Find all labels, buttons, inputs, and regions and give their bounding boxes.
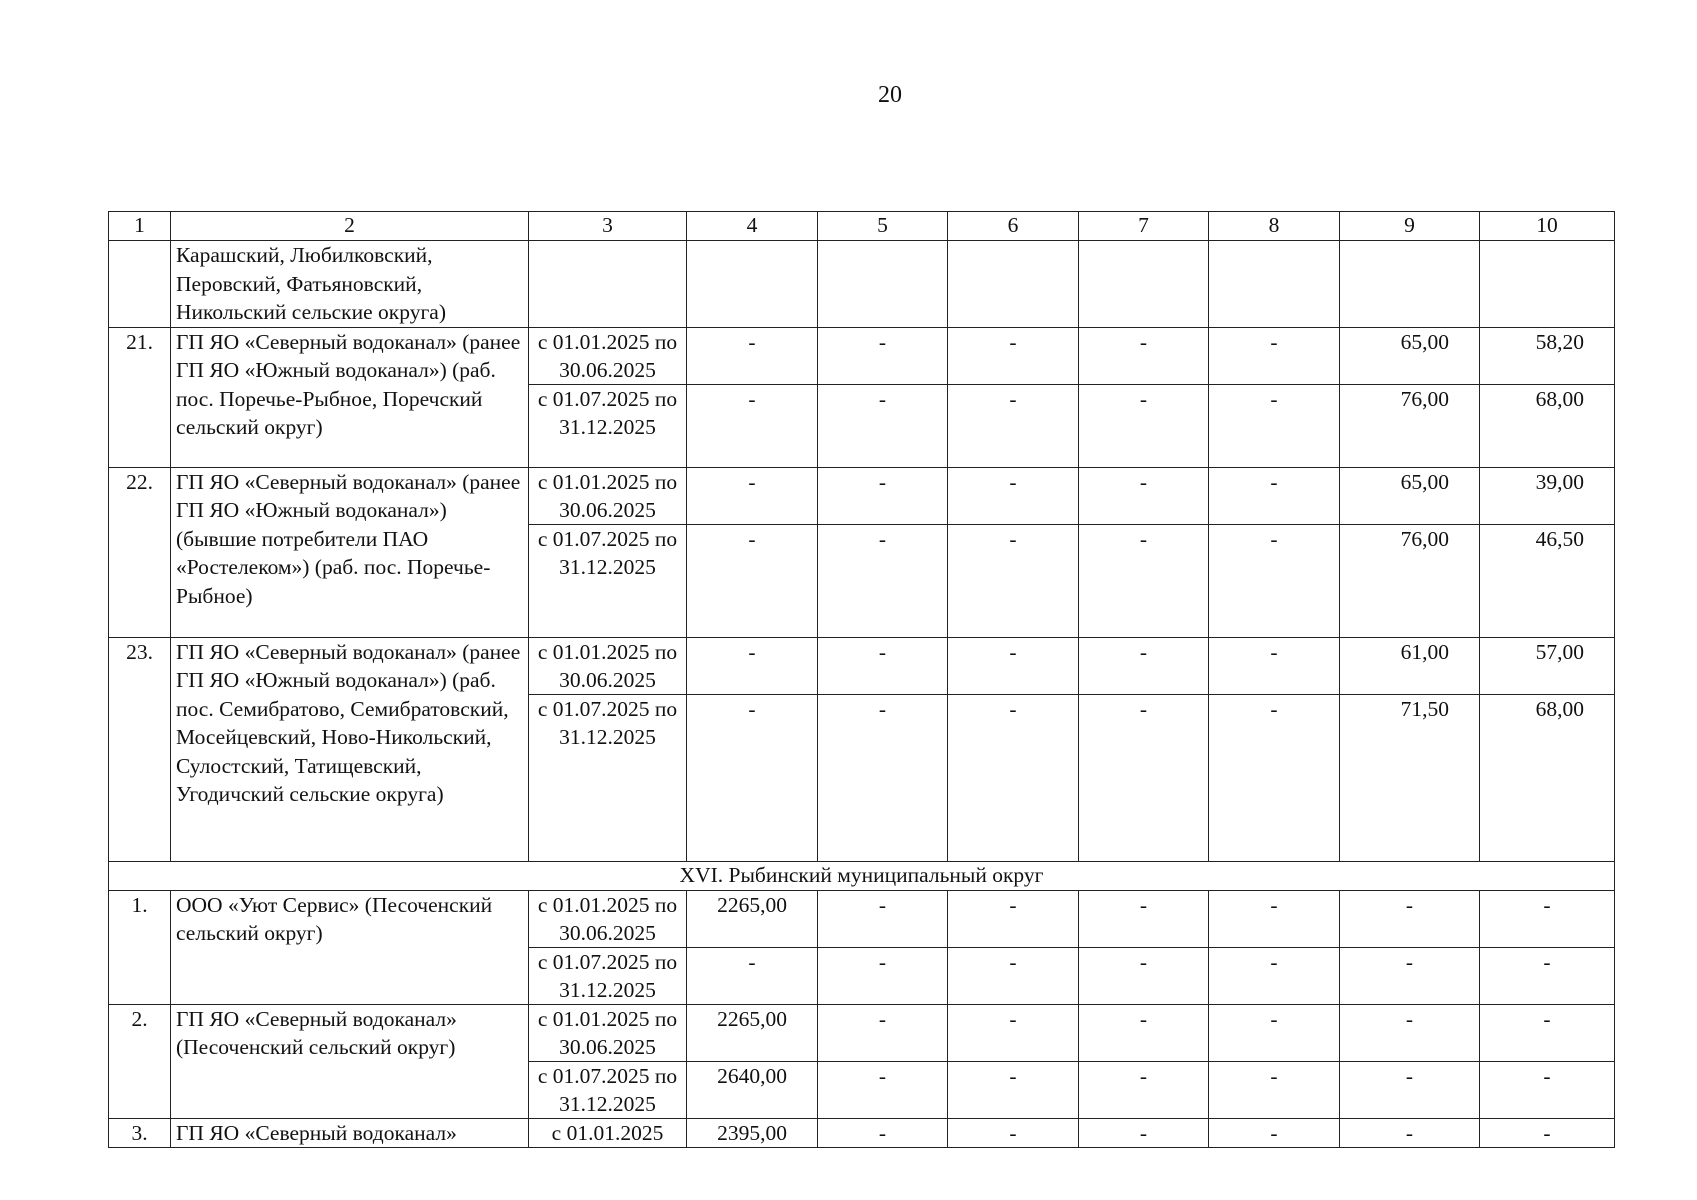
organization-cell: ГП ЯО «Северный водоканал» (ранее ГП ЯО «Южный водоканал») (бывшие потребители ПАО «Ростелеком») (раб. пос. Поречье-Рыбное) xyxy=(171,467,529,637)
row-number-cell: 3. xyxy=(109,1118,171,1148)
value-cell: - xyxy=(948,1061,1079,1118)
column-header: 8 xyxy=(1209,212,1340,241)
value-cell: - xyxy=(1209,524,1340,637)
organization-cell: ГП ЯО «Северный водоканал» (ранее ГП ЯО «Южный водоканал») (раб. пос. Поречье-Рыбное, Поречский сельский округ) xyxy=(171,327,529,467)
value-cell: 2395,00 xyxy=(687,1118,818,1148)
value-cell: - xyxy=(818,890,948,947)
value-cell: 61,00 xyxy=(1340,637,1480,694)
column-header: 3 xyxy=(529,212,687,241)
value-cell: 76,00 xyxy=(1340,384,1480,467)
column-header: 2 xyxy=(171,212,529,241)
value-cell: - xyxy=(1079,1118,1209,1148)
value-cell: - xyxy=(1079,890,1209,947)
organization-cell: ГП ЯО «Северный водоканал» xyxy=(171,1118,529,1148)
value-cell: - xyxy=(687,947,818,1004)
column-header: 5 xyxy=(818,212,948,241)
value-cell: 65,00 xyxy=(1340,327,1480,384)
period-cell: с 01.07.2025 по 31.12.2025 xyxy=(529,524,687,637)
tariff-table xyxy=(108,211,1615,1148)
row-number-cell: 1. xyxy=(109,890,171,1004)
value-cell: - xyxy=(1079,947,1209,1004)
continuation-row xyxy=(109,241,1615,328)
value-cell: - xyxy=(1079,327,1209,384)
value-cell: - xyxy=(948,1004,1079,1061)
value-cell: - xyxy=(948,1118,1079,1148)
value-cell: - xyxy=(1480,1061,1615,1118)
value-cell: - xyxy=(948,467,1079,524)
value-cell: - xyxy=(818,467,948,524)
value-cell: - xyxy=(948,524,1079,637)
value-cell: - xyxy=(1209,637,1340,694)
value-cell: - xyxy=(818,694,948,861)
column-header: 6 xyxy=(948,212,1079,241)
value-cell: - xyxy=(1209,1061,1340,1118)
value-cell: - xyxy=(1340,1061,1480,1118)
period-cell: с 01.01.2025 xyxy=(529,1118,687,1148)
organization-cell: ООО «Уют Сервис» (Песоченский сельский округ) xyxy=(171,890,529,1004)
value-cell: - xyxy=(948,384,1079,467)
value-cell: - xyxy=(948,947,1079,1004)
value-cell: - xyxy=(1209,1004,1340,1061)
period-cell: с 01.07.2025 по 31.12.2025 xyxy=(529,947,687,1004)
row-number-cell xyxy=(109,241,171,328)
empty-cell xyxy=(948,241,1079,328)
value-cell: - xyxy=(818,1118,948,1148)
page-number: 20 xyxy=(878,82,902,108)
value-cell: - xyxy=(1480,1004,1615,1061)
value-cell: - xyxy=(818,384,948,467)
period-cell: с 01.01.2025 по 30.06.2025 xyxy=(529,637,687,694)
value-cell: - xyxy=(687,524,818,637)
table-row xyxy=(109,1004,1615,1061)
table-row xyxy=(109,1118,1615,1148)
value-cell: - xyxy=(948,694,1079,861)
empty-cell xyxy=(1209,241,1340,328)
value-cell: - xyxy=(818,1061,948,1118)
value-cell: - xyxy=(948,637,1079,694)
value-cell: - xyxy=(1480,890,1615,947)
value-cell: 58,20 xyxy=(1480,327,1615,384)
table-row xyxy=(109,327,1615,384)
value-cell: 46,50 xyxy=(1480,524,1615,637)
value-cell: - xyxy=(1209,694,1340,861)
value-cell: - xyxy=(818,524,948,637)
value-cell: - xyxy=(687,384,818,467)
column-header: 4 xyxy=(687,212,818,241)
table-row xyxy=(109,890,1615,947)
value-cell: - xyxy=(1209,467,1340,524)
value-cell: 2640,00 xyxy=(687,1061,818,1118)
value-cell: - xyxy=(1340,1004,1480,1061)
value-cell: - xyxy=(1079,467,1209,524)
value-cell: - xyxy=(1079,384,1209,467)
value-cell: - xyxy=(948,327,1079,384)
organization-cell: ГП ЯО «Северный водоканал» (ранее ГП ЯО «Южный водоканал») (раб. пос. Семибратово, Семибратовский, Мосейцевский, Ново-Никольский, Сулостский, Татищевский, Угодичский сельские округа) xyxy=(171,637,529,861)
value-cell: 2265,00 xyxy=(687,1004,818,1061)
row-number-cell: 21. xyxy=(109,327,171,467)
value-cell: - xyxy=(1079,1061,1209,1118)
table-row xyxy=(109,467,1615,524)
value-cell: 76,00 xyxy=(1340,524,1480,637)
period-cell: с 01.07.2025 по 31.12.2025 xyxy=(529,384,687,467)
value-cell: - xyxy=(948,890,1079,947)
value-cell: 2265,00 xyxy=(687,890,818,947)
empty-cell xyxy=(818,241,948,328)
value-cell: 57,00 xyxy=(1480,637,1615,694)
value-cell: - xyxy=(818,1004,948,1061)
organization-cell: Карашский, Любилковский, Перовский, Фатьяновский, Никольский сельские округа) xyxy=(171,241,529,328)
value-cell: - xyxy=(1079,637,1209,694)
value-cell: 65,00 xyxy=(1340,467,1480,524)
value-cell: - xyxy=(687,694,818,861)
empty-cell xyxy=(687,241,818,328)
empty-cell xyxy=(1079,241,1209,328)
section-header-row xyxy=(109,861,1615,890)
value-cell: - xyxy=(1480,1118,1615,1148)
period-cell: с 01.07.2025 по 31.12.2025 xyxy=(529,694,687,861)
period-cell: с 01.01.2025 по 30.06.2025 xyxy=(529,467,687,524)
period-cell: с 01.01.2025 по 30.06.2025 xyxy=(529,1004,687,1061)
organization-cell: ГП ЯО «Северный водоканал» (Песоченский сельский округ) xyxy=(171,1004,529,1118)
table-row xyxy=(109,637,1615,694)
value-cell: - xyxy=(1079,524,1209,637)
value-cell: - xyxy=(687,327,818,384)
empty-cell xyxy=(1480,241,1615,328)
value-cell: 68,00 xyxy=(1480,694,1615,861)
value-cell: - xyxy=(1209,1118,1340,1148)
value-cell: - xyxy=(687,637,818,694)
value-cell: - xyxy=(1209,384,1340,467)
value-cell: - xyxy=(818,327,948,384)
value-cell: - xyxy=(1209,327,1340,384)
value-cell: 71,50 xyxy=(1340,694,1480,861)
period-cell: с 01.01.2025 по 30.06.2025 xyxy=(529,890,687,947)
value-cell: 39,00 xyxy=(1480,467,1615,524)
period-cell: с 01.07.2025 по 31.12.2025 xyxy=(529,1061,687,1118)
value-cell: - xyxy=(1480,947,1615,1004)
section-title: XVI. Рыбинский муниципальный округ xyxy=(109,861,1615,890)
column-header: 10 xyxy=(1480,212,1615,241)
value-cell: - xyxy=(1340,890,1480,947)
empty-cell xyxy=(1340,241,1480,328)
value-cell: - xyxy=(818,637,948,694)
value-cell: - xyxy=(687,467,818,524)
empty-cell xyxy=(529,241,687,328)
value-cell: - xyxy=(1079,1004,1209,1061)
period-cell: с 01.01.2025 по 30.06.2025 xyxy=(529,327,687,384)
value-cell: - xyxy=(1340,947,1480,1004)
column-header: 9 xyxy=(1340,212,1480,241)
row-number-cell: 2. xyxy=(109,1004,171,1118)
value-cell: - xyxy=(1209,947,1340,1004)
column-number-row xyxy=(109,212,1615,241)
value-cell: - xyxy=(1079,694,1209,861)
value-cell: - xyxy=(818,947,948,1004)
column-header: 1 xyxy=(109,212,171,241)
value-cell: 68,00 xyxy=(1480,384,1615,467)
row-number-cell: 23. xyxy=(109,637,171,861)
value-cell: - xyxy=(1209,890,1340,947)
row-number-cell: 22. xyxy=(109,467,171,637)
value-cell: - xyxy=(1340,1118,1480,1148)
column-header: 7 xyxy=(1079,212,1209,241)
